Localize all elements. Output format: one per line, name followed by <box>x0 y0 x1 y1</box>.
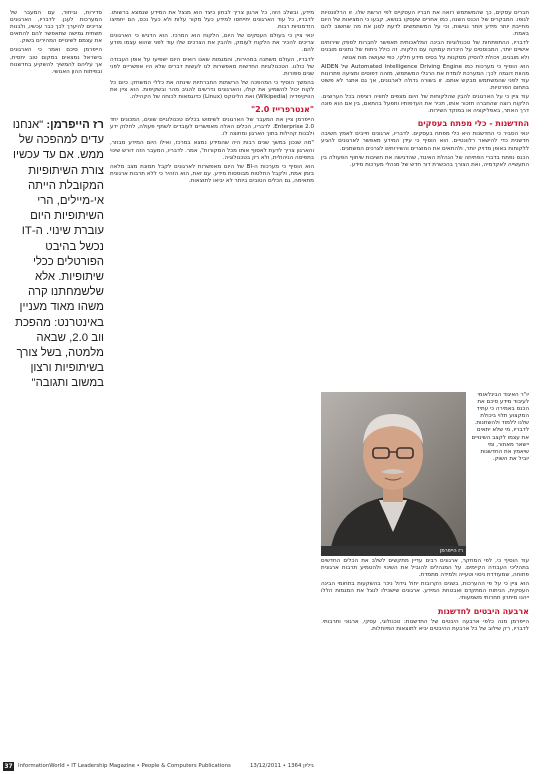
paragraph: ינאי הסביר כי החדשנות היא כלי מפתח בעסקים. לדבריו, ארגונים חייבים לאמץ חשיבה חדשנית כדי להישאר רלוונטיים. הוא הוסיף כי עידן המידע מאפשר לארגונים להגיע ללקוחות באופן מדויק יותר, ולהתאים את המוצרים והשירותים לצרכים המשתנים. <box>321 131 529 152</box>
article-column-left <box>10 10 102 114</box>
paragraph: הייפרמן סיכם ואמר כי הארגונים בישראל נמצאים במקום טוב יחסית, אך עליהם להמשיך להשקיע בחדשנות ובפיתוח ההון האנושי. <box>10 47 102 75</box>
article-column-right-lower <box>321 558 529 754</box>
paragraph: לדבריו, העולם משתנה במהירות, והמגמות שאנו רואים היום ישפיעו על אופן העבודה של כולנו. הטכנולוגיות החדשות מאפשרות לנו לעשות דברים שלא היו אפשריים לפני שנים ספורות. <box>110 56 314 77</box>
paragraph: הכנס נפתח בדברי הפתיחה של הנהלת האיגוד, שהדגישה את חשיבות שיתוף הפעולה בין התעשייה לאקדמיה, ואת הצורך בהכשרת דור חדש של מנהלי מערכות מידע. <box>321 154 529 168</box>
pull-quote-text: "אנחנו עדים למהפכה של ממש. אם עד עכשיו צורת השיתופיות המקובלת הייתה אי-מיילים, הרי השיתופיות היום עוברת שינוי. ה-IT נכשל בהיבט הפורטלים ככלי שיתופיות. אלא שלשמחתנו קרה משהו מאוד מעניין באינטרנט: מהפכת ווב 2.0, שבאה מלמטה, בשל צורך בשיתופיות ורצון במשוב ותגובה" <box>12 119 104 390</box>
section-heading: החדשנות - כלי מפתח בעסקים <box>417 119 529 129</box>
pull-quote-speaker: רז הייפרמן: <box>46 119 104 131</box>
paragraph: בהמשך הוסיף כי המהפכה של הרשתות החברתיות שינתה את כללי המשחק: כיום כל לקוח יכול להשמיע את קולו, והארגונים נדרשים להגיב מהר ובשקיפות. הוא ציין את הוויקיפדיה (Wikipedia) ואת הלינוקס (Linux) כדוגמאות לכוחה של הקהילה. <box>110 79 314 101</box>
page-number: 37 <box>4 763 13 770</box>
paragraph: הייפרמן ציין את המעבר של הארגונים לשימוש בכלים טכנולוגיים שונים, המכונים יחד Enterprise 2.0. לדבריו, הכלים האלה מאפשרים לעובדים לשתף פעולה, לחלוק ידע ולבנות קהילות בתוך הארגון ומחוצה לו. <box>110 117 314 138</box>
article-column-middle <box>110 10 314 752</box>
section-heading: ארבעה היבטים לחדשנות <box>438 606 529 616</box>
speaker-portrait-image <box>321 392 466 547</box>
speaker-photo <box>321 392 466 547</box>
paragraph: הייפרמן מנה כלפי ארבעה היבטים של החדשנות: טכנולוגי, עסקי, ארגוני ותרבותי. לדבריו, רק שילוב של כל ארבעת ההיבטים יביא לתוצאות המיוחלות. <box>321 618 529 632</box>
issue-info: גיליון 1364 • 13/12/2011 <box>250 763 314 769</box>
text-beside-photo: יו"ר האיגוד הבינלאומי לעיבוד מידע סיכם את הכנס באמירה כי עתיד המקצוע תלוי ביכולת שלנו ללמוד ולהשתנות. לדבריו, מי שלא יתאים את עצמו לקצב השינויים יישאר מאחור, ומי שיאמץ את החדשנות יוביל את השוק. <box>471 392 529 462</box>
paragraph: "מה שנכון במשך שנים רבות היה שהמידע נמצא במרכז, ואילו היום המידע מבוזר, והארגון צריך לדעת לאסוף אותו מכל המקורות", אמר. לדבריו, המעבר הזה דורש שינוי בתפיסה הניהולית, ולא רק בטכנולוגיה. <box>110 140 314 161</box>
paragraph: ינאי ציין כי בעולם העסקים של היום, הלקוח הוא המרכז. הוא הדגיש כי הארגונים צריכים להכיר את הלקוח לעומק, ולהבין את הצרכים שלו עוד לפני שהוא עצמו מודע להם. <box>110 33 314 54</box>
paragraph: הוא הוסיף כי מערכות ה-BI של היום מאפשרות לארגונים לקבל תמונת מצב מלאה בזמן אמת, ולקבל החלטות מבוססות מידע. עם זאת, הוא הזהיר כי ללא תרבות ארגונית מתאימה, גם הכלים הטובים ביותר לא יביאו לתוצאות. <box>110 163 314 184</box>
paragraph: מידע, ובשלב הזה, כל ארגון צריך לבחון כיצד הוא מנצל את המידע שנמצא ברשותו. לדבריו, כל עוד הארגונים יתייחסו למידע כעל מקור עלות ולא כעל נכס, הם יחמיצו הזדמנויות רבות. <box>110 10 314 31</box>
publication-runner: InformationWorld • IT Leadership Magazine • People & Computers Publications <box>18 763 231 769</box>
paragraph: לדבריו, ההתפתחות של טכנולוגיות הבינה המלאכותית תאפשר לחברות לספק שירותים אישיים יותר, המבוססים על היכרות עמוקה עם הלקוח. זה כולל ניתוח של נתונים מובנים ולא מובנים, ויכולת להסיק מסקנות על בסיס מידע חלקי, כפי שעושה מוח אנושי. <box>321 40 529 61</box>
paragraph: הוא ציין כי על פי ההערכות, בשנים הקרובות יחול גידול ניכר בהשקעות בתחומי הבינה העסקית, הניתוח המתקדם ואבטחת המידע. ארגונים שישכילו לנצל את המגמות הללו ייהנו מיתרון תחרותי משמעותי. <box>321 581 529 602</box>
paragraph: הוא הוסיף כי מערכות כמו Automated Intelligence Driving Engine של AIDEN מהוות דוגמה לכך: המערכת לומדת את הרגלי המשתמש, מזהה דפוסים ומציעה פתרונות עוד לפני שהמשתמש מבקש אותם. זו בשורה גדולה לארגונים, אך גם אתגר לא פשוט בתחום הפרטיות. <box>321 63 529 91</box>
paragraph: עוד הוסיף כי, לפי המחקר, ארגונים רבים עדיין מתקשים לשלב את הכלים החדשים בתהליכי העבודה הקיימים. על המנהלים להוביל את השינוי ולהטמיע תרבות ארגונית פתוחה, שמעודדת ניסוי וטעייה ולמידה מתמדת. <box>321 558 529 579</box>
page-footer <box>0 758 545 774</box>
pull-quote <box>10 118 104 392</box>
paragraph: סדירות, וביחוד, עם המעבר של המערכות לענן. לדבריו, הארגונים צריכים להיערך לכך כבר עכשיו, ולבנות תשתית גמישה שתאפשר להם להתאים את עצמם לשינויים המהירים בשוק. <box>10 10 102 45</box>
photo-caption: רז הייפרמן <box>321 546 466 556</box>
paragraph: חברים עסקים, כך שהמשתמש רואה את חבריו העסקיים לפי הרשת שלו. זו הרלוונטיות לגופו. המבקרים של הכנס השנה, כמו אחרים שעסקו בנושא, קבעו כי המציאות של היום מחייבת יותר מידע ויותר נגישות, וכי על המשתמשים לדעת לסנן את מה שחשוב להם באמת. <box>321 10 529 38</box>
section-heading: "אנטרפרייז 2.0" <box>251 105 314 115</box>
paragraph: עוד ציין כי על הארגונים להבין שהלקוחות של היום מצפים לחוויה רציפה בכל הערוצים. הלקוח רוצה שהחברה תזכור אותו, תכיר את העדפותיו ותפעל בהתאם, בין אם הוא פונה דרך האתר, באפליקציה או במוקד השירות. <box>321 94 529 115</box>
